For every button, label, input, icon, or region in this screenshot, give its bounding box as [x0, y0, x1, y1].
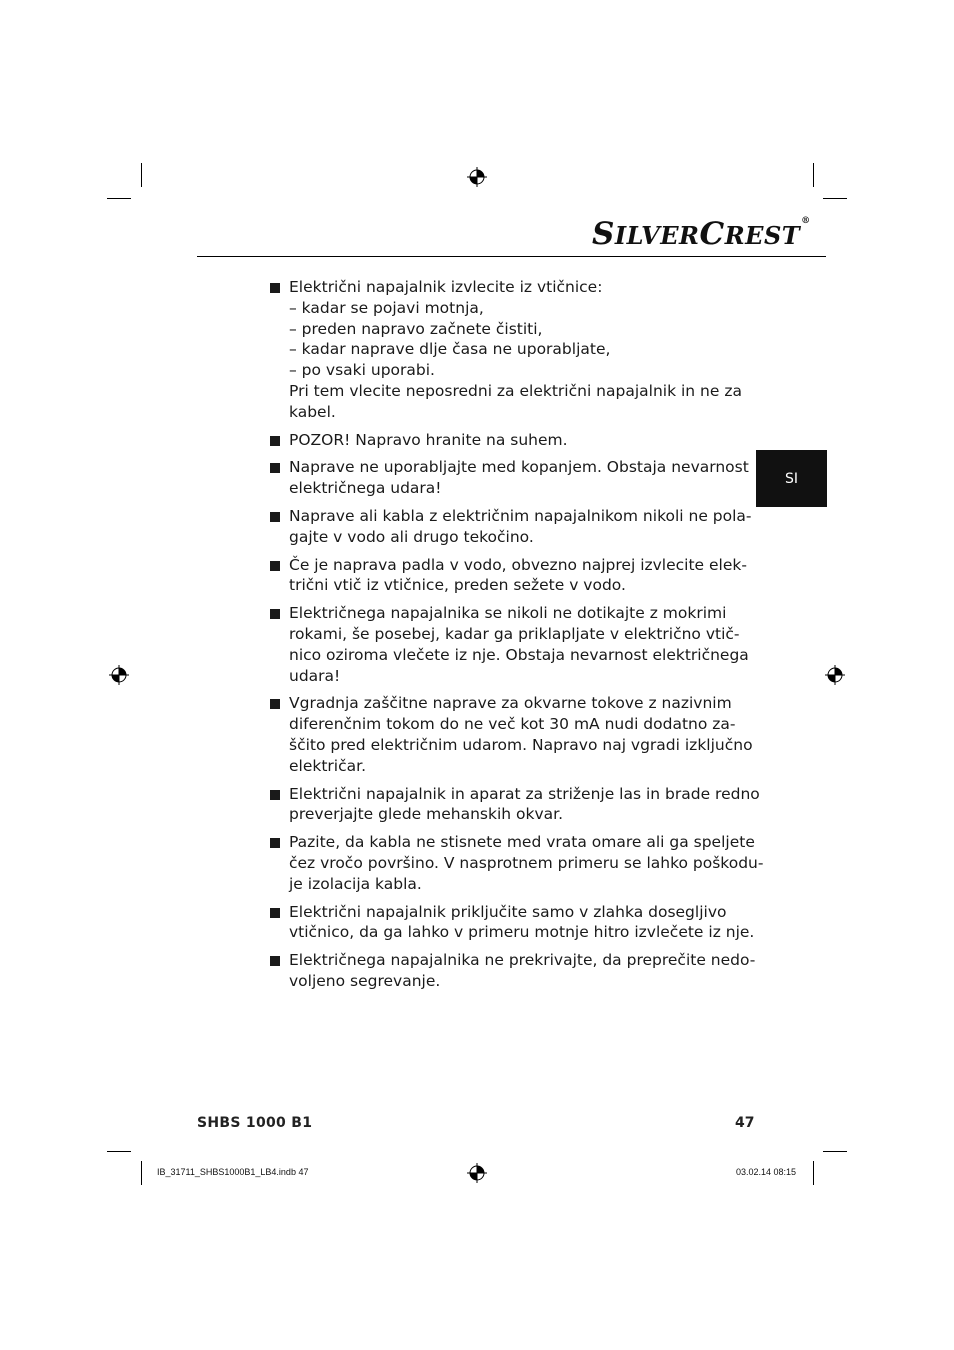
registered-mark: ® — [801, 216, 811, 226]
list-item — [270, 603, 749, 686]
bullet-square-icon — [270, 956, 280, 966]
registration-mark-icon — [825, 665, 845, 685]
item-text-line: – po vsaki uporabi. — [289, 361, 435, 380]
item-text-line: Naprave ali kabla z električnim napajalnikom nikoli ne pola- — [289, 506, 752, 525]
logo-letter: C — [699, 216, 725, 252]
item-text-line: – kadar naprave dlje časa ne uporabljate, — [289, 340, 611, 359]
item-text-line: preverjajte glede mehanskih okvar. — [289, 805, 564, 824]
bullet-square-icon — [270, 790, 280, 800]
list-item — [270, 902, 755, 944]
item-text-line: Pri tem vlecite neposredni za električni napajalnik in ne za — [289, 381, 742, 400]
slug-file: IB_31711_SHBS1000B1_LB4.indb 47 — [157, 1167, 309, 1177]
item-text-line: Električni napajalnik izvlecite iz vtičnice: — [289, 278, 603, 296]
language-tab-label: SI — [784, 470, 798, 487]
item-text-line: diferenčnim tokom do ne več kot 30 mA nudi dodatno za- — [289, 715, 736, 734]
header-rule — [197, 256, 826, 257]
crop-mark — [813, 1161, 814, 1185]
item-text-line: je izolacija kabla. — [289, 874, 422, 893]
item-text-line: – preden napravo začnete čistiti, — [289, 319, 543, 338]
bullet-square-icon — [270, 908, 280, 918]
item-text-line: trični vtič iz vtičnice, preden sežete v vodo. — [289, 576, 626, 595]
item-text-line: Vgradnja zaščitne naprave za okvarne tokove z nazivnim — [289, 694, 732, 713]
brand-logo — [592, 216, 811, 252]
list-item — [270, 832, 764, 894]
registration-mark-icon — [467, 1163, 487, 1183]
item-text-line: Pazite, da kabla ne stisnete med vrata omare ali ga speljete — [289, 833, 755, 852]
logo-letters: REST — [724, 221, 801, 250]
bullet-square-icon — [270, 561, 280, 571]
page-number: 47 — [735, 1115, 755, 1131]
item-text-line: električar. — [289, 756, 367, 775]
bullet-square-icon — [270, 463, 280, 473]
bullet-square-icon — [270, 436, 280, 446]
crop-mark — [107, 1151, 131, 1152]
bullet-square-icon — [270, 283, 280, 293]
item-text-line: ščito pred električnim udarom. Napravo naj vgradi izključno — [289, 735, 753, 754]
crop-mark — [107, 198, 131, 199]
item-text-line: nico oziroma vlečete iz nje. Obstaja nevarnost električnega — [289, 645, 749, 664]
language-tab — [756, 450, 827, 507]
crop-mark — [823, 1151, 847, 1152]
item-text-line: Električni napajalnik priključite samo v zlahka dosegljivo — [289, 902, 727, 921]
safety-instructions-list — [270, 277, 764, 999]
item-text-line: rokami, še posebej, kadar ga priklapljate v električno vtič- — [289, 624, 740, 643]
list-item — [270, 950, 756, 992]
registration-mark-icon — [467, 167, 487, 187]
item-text-line: električnega udara! — [289, 479, 442, 498]
footer-model: SHBS 1000 B1 — [197, 1115, 313, 1131]
item-text-line: Električnega napajalnika se nikoli ne dotikajte z mokrimi — [289, 604, 727, 623]
item-text-line: kabel. — [289, 402, 336, 421]
bullet-square-icon — [270, 609, 280, 619]
crop-mark — [141, 163, 142, 187]
list-item — [270, 430, 740, 451]
crop-mark — [823, 198, 847, 199]
registration-mark-icon — [109, 665, 129, 685]
bullet-square-icon — [270, 699, 280, 709]
logo-letters: ILVER — [614, 221, 700, 250]
list-item — [270, 693, 753, 776]
list-item — [270, 457, 749, 499]
item-text-line: Naprave ne uporabljajte med kopanjem. Obstaja nevarnost — [289, 458, 749, 477]
item-text-line: čez vročo površino. V nasprotnem primeru se lahko poškodu- — [289, 853, 764, 872]
crop-mark — [813, 163, 814, 187]
item-text-line: Električnega napajalnika ne prekrivajte, da preprečite nedo- — [289, 951, 756, 970]
item-text-line: vtičnico, da ga lahko v primeru motnje hitro izvlečete iz nje. — [289, 923, 755, 942]
list-item — [270, 277, 740, 423]
bullet-square-icon — [270, 838, 280, 848]
slug-date: 03.02.14 08:15 — [736, 1167, 797, 1177]
logo-letter: S — [592, 216, 615, 252]
item-text-line: – kadar se pojavi motnja, — [289, 298, 484, 317]
list-item — [270, 555, 747, 597]
item-text-line: voljeno segrevanje. — [289, 971, 441, 990]
list-item — [270, 506, 752, 548]
item-text-line: udara! — [289, 666, 341, 685]
list-item — [270, 784, 760, 826]
item-text-line: Če je naprava padla v vodo, obvezno najprej izvlecite elek- — [289, 555, 747, 574]
bullet-square-icon — [270, 512, 280, 522]
item-text-line: gajte v vodo ali drugo tekočino. — [289, 527, 534, 546]
item-text-line: POZOR! Napravo hranite na suhem. — [289, 430, 568, 449]
item-text-line: Električni napajalnik in aparat za striženje las in brade redno — [289, 784, 760, 803]
crop-mark — [141, 1161, 142, 1185]
